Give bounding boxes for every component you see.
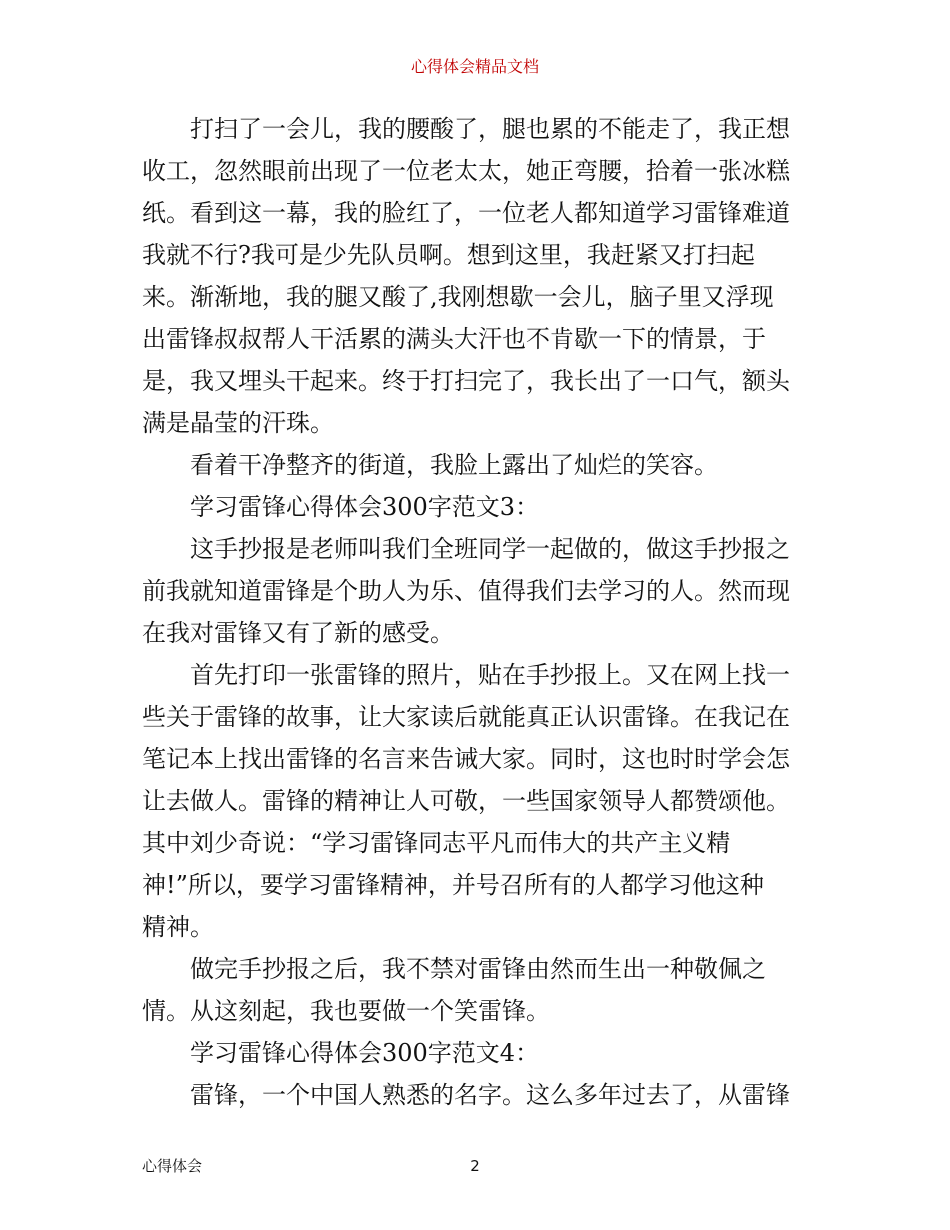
section-heading: 学习雷锋心得体会300字范文3： (190, 493, 540, 521)
text-line: 其中刘少奇说：“学习雷锋同志平凡而伟大的共产主义精 (142, 829, 731, 857)
page-header: 心得体会精品文档 (410, 57, 539, 76)
text-line: 我就不行?我可是少先队员啊。想到这里，我赶紧又打扫起 (142, 241, 755, 269)
text-line: 这手抄报是老师叫我们全班同学一起做的，做这手抄报之 (190, 535, 790, 563)
text-line: 打扫了一会儿，我的腰酸了，腿也累的不能走了，我正想 (190, 115, 790, 143)
text-line: 来。渐渐地，我的腿又酸了,我刚想歇一会儿，脑子里又浮现 (142, 283, 774, 311)
text-line: 神!”所以，要学习雷锋精神，并号召所有的人都学习他这种 (142, 871, 764, 899)
text-line: 首先打印一张雷锋的照片，贴在手抄报上。又在网上找一 (190, 661, 790, 689)
text-line: 雷锋，一个中国人熟悉的名字。这么多年过去了，从雷锋 (190, 1081, 790, 1109)
text-line: 做完手抄报之后，我不禁对雷锋由然而生出一种敬佩之 (190, 955, 766, 983)
text-line: 笔记本上找出雷锋的名言来告诫大家。同时，这也时时学会怎 (142, 745, 790, 773)
text-line: 些关于雷锋的故事，让大家读后就能真正认识雷锋。在我记在 (142, 703, 790, 731)
document-body (142, 108, 814, 1116)
text-line: 出雷锋叔叔帮人干活累的满头大汗也不肯歇一下的情景，于 (142, 325, 766, 353)
text-line: 是，我又埋头干起来。终于打扫完了，我长出了一口气，额头 (142, 367, 790, 395)
text-line: 看着干净整齐的街道，我脸上露出了灿烂的笑容。 (190, 451, 718, 479)
text-line: 在我对雷锋又有了新的感受。 (142, 619, 454, 647)
footer-label: 心得体会 (142, 1157, 203, 1175)
page-number: 2 (470, 1157, 480, 1175)
text-line: 前我就知道雷锋是个助人为乐、值得我们去学习的人。然而现 (142, 577, 790, 605)
text-line: 让去做人。雷锋的精神让人可敬，一些国家领导人都赞颂他。 (142, 787, 790, 815)
text-line: 收工，忽然眼前出现了一位老太太，她正弯腰，拾着一张冰糕 (142, 157, 790, 185)
page-footer (0, 1154, 950, 1178)
text-line: 满是晶莹的汗珠。 (142, 409, 334, 437)
text-line: 精神。 (142, 913, 214, 941)
text-line: 情。从这刻起，我也要做一个笑雷锋。 (142, 997, 550, 1025)
text-line: 纸。看到这一幕，我的脸红了，一位老人都知道学习雷锋难道 (142, 199, 790, 227)
section-heading: 学习雷锋心得体会300字范文4： (190, 1039, 540, 1067)
